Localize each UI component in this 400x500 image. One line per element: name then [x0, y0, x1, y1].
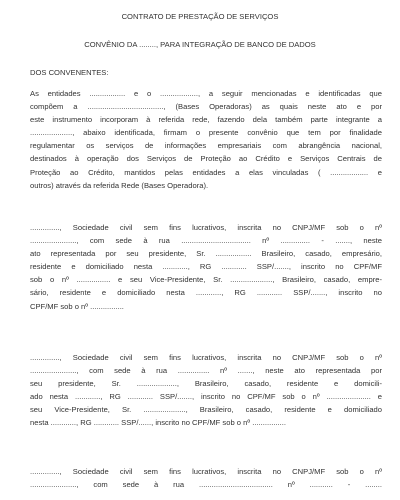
paragraph-line: .............., Sociedade civil sem fins lucrativos, inscrita no CNPJ/MF sob o nº	[30, 223, 382, 232]
paragraph-line: ...................., abaixo identificada, firmam o presente convênio que tem por finalidade	[30, 128, 382, 138]
paragraph-line: .............., Sociedade civil sem fins lucrativos, inscrita no CNPJ/MF sob o nº	[30, 353, 382, 362]
paragraph-entity-3	[30, 465, 382, 491]
paragraph-line: ......................, com sede à rua ............... nº ......., neste ato representada por	[30, 366, 382, 376]
paragraph-line: seu presidente, Sr. ..................., Brasileiro, casado, residente e domicili-	[30, 379, 382, 389]
paragraph-line: ato representada por seu presidente, Sr. ................. Brasileiro, casado, empresário,	[30, 249, 382, 259]
paragraph-line: CPF/MF sob o nº ................	[30, 301, 124, 311]
paragraph-line: Proteção ao Crédito, mantidos pelas entidades a elas vinculadas ( .................. e	[30, 167, 382, 177]
paragraph-entity-1	[30, 221, 382, 313]
paragraph-line: As entidades ................. e o .................., a seguir mencionadas e identificadas que	[30, 89, 382, 98]
paragraph-line: regulamentar os serviços de informações empresariais com abrangência nacional,	[30, 141, 382, 151]
paragraph-line: ......................, com sede à rua ................................. nº .............. - ......., neste	[30, 236, 382, 246]
paragraph-line: nesta ............, RG ............ SSP/......, inscrito no CPF/MF sob o nº ................	[30, 418, 286, 428]
paragraph-line: compõem a ...................................., (Bases Operadoras) as quais neste ato e por	[30, 102, 382, 112]
paragraph-line: sário, residente e domiciliado nesta ............, RG ............ SSP/......., inscrito no	[30, 288, 382, 298]
paragraph-line: destinados à operação dos Serviços de Proteção ao Crédito e Serviços Centrais de	[30, 154, 382, 164]
paragraph-line: outros) através da referida Rede (Bases Operadora).	[30, 180, 209, 190]
paragraph-line: ado nesta ............, RG ............ SSP/......., inscrito no CPF/MF sob o nº ..................... e	[30, 392, 382, 402]
document-title: CONTRATO DE PRESTAÇÃO DE SERVIÇOS	[121, 12, 279, 21]
document-subtitle: CONVÊNIO DA ........, PARA INTEGRAÇÃO DE BANCO DE DADOS	[84, 40, 316, 49]
section-heading: DOS CONVENENTES:	[30, 68, 109, 77]
paragraph-line: residente e domiciliado nesta ............, RG ............ SSP/......., inscrito no CPF/MF	[30, 262, 382, 272]
paragraph-line: sob o nº ................ e seu Vice-Presidente, Sr. ...................., Brasileiro, casado, empre-	[30, 275, 382, 285]
paragraph-line: .............., Sociedade civil sem fins lucrativos, inscrita no CNPJ/MF sob o nº	[30, 467, 382, 476]
paragraph-line: este instrumento incorporam à referida rede, fazendo dela também parte integrante a	[30, 115, 382, 125]
paragraph-entity-2	[30, 351, 382, 430]
paragraph-line: seu Vice-Presidente, Sr. ...................., Brasileiro, casado, residente e domiciliado	[30, 405, 382, 415]
paragraph-line: ......................, com sede à rua ................................... nº ........... - ........	[30, 480, 382, 490]
paragraph-convenentes	[30, 87, 382, 192]
